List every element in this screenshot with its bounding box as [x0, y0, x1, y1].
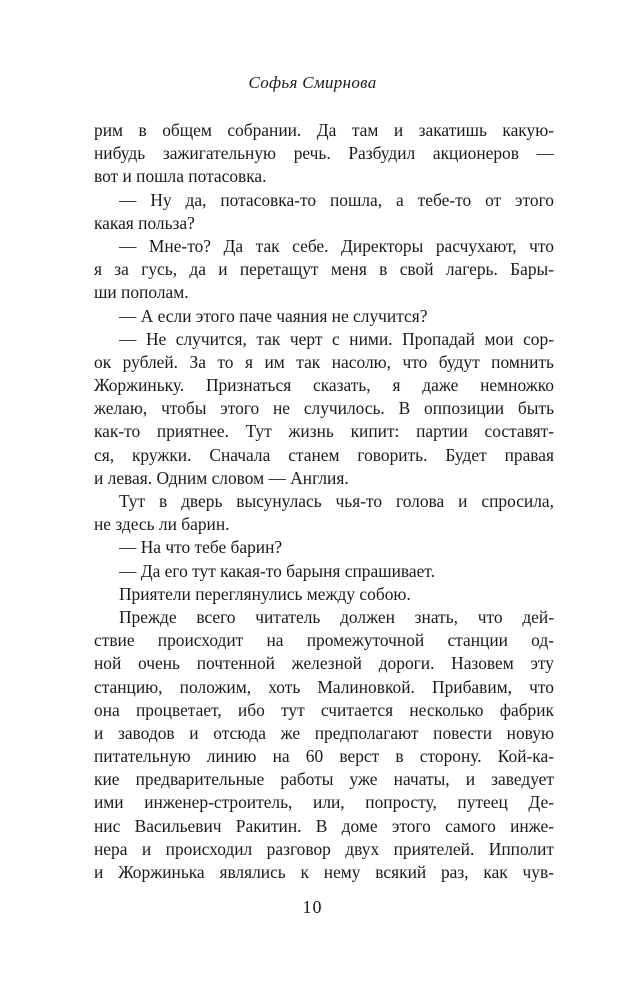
text-line: — Мне-то? Да так себе. Директоры расчухают, что — [119, 235, 554, 256]
text-line: Приятели переглянулись между собою. — [119, 583, 411, 604]
body-text — [94, 119, 554, 884]
text-line: ся, кружки. Сначала станем говорить. Будет правая — [94, 444, 554, 465]
text-line: вот и пошла потасовка. — [94, 166, 267, 187]
text-line: ок рублей. За то я им так насолю, что будут помнить — [94, 351, 554, 372]
text-line: — Не случится, так черт с ними. Пропадай мои сор- — [119, 328, 554, 349]
page-number: 10 — [302, 897, 323, 917]
text-line: и заводов и отсюда же предполагают повести новую — [94, 722, 554, 743]
text-line: нибудь зажигательную речь. Разбудил акционеров — — [94, 143, 554, 164]
text-line: — На что тебе барин? — [119, 537, 283, 558]
text-line: она процветает, ибо тут считается несколько фабрик — [94, 699, 554, 720]
text-line: кие предварительные работы уже начаты, и заведует — [94, 769, 554, 790]
text-line: Жоржиньку. Признаться сказать, я даже немножко — [94, 375, 554, 396]
text-line: не здесь ли барин. — [94, 514, 230, 535]
text-line: желаю, чтобы этого не случилось. В оппозиции быть — [94, 398, 554, 419]
text-line: ши пополам. — [94, 282, 189, 303]
text-line: какая польза? — [94, 212, 195, 233]
text-line: ствие происходит на промежуточной станции од- — [94, 630, 554, 651]
text-line: — Да его тут какая-то барыня спрашивает. — [119, 560, 435, 581]
text-line: — Ну да, потасовка-то пошла, а тебе-то от этого — [119, 189, 554, 210]
text-line: Тут в дверь высунулась чья-то голова и спросила, — [119, 491, 554, 511]
text-line: нис Васильевич Ракитин. В доме этого самого инже- — [94, 815, 554, 836]
text-line: и левая. Одним словом — Англия. — [94, 467, 349, 488]
running-header: Софья Смирнова — [248, 73, 377, 92]
text-line: питательную линию на 60 верст в сторону. Кой-ка- — [94, 746, 554, 767]
text-line: рим в общем собрании. Да там и закатишь какую- — [94, 120, 554, 140]
text-line: и Жоржинька являлись к нему всякий раз, как чув- — [94, 862, 554, 882]
text-line: ими инженер-строитель, или, попросту, путеец Де- — [94, 792, 554, 813]
text-line: нера и происходил разговор двух приятелей. Ипполит — [94, 838, 554, 859]
text-line: станцию, положим, хоть Малиновкой. Прибавим, что — [94, 676, 554, 697]
text-line: ной очень почтенной железной дороги. Назовем эту — [94, 653, 554, 674]
text-line: Прежде всего читатель должен знать, что дей- — [119, 606, 554, 627]
text-line: как-то приятнее. Тут жизнь кипит: партии составят- — [94, 421, 554, 442]
text-line: — А если этого паче чаяния не случится? — [119, 305, 428, 326]
text-line: я за гусь, да и перетащут меня в свой лагерь. Бары- — [94, 259, 554, 280]
